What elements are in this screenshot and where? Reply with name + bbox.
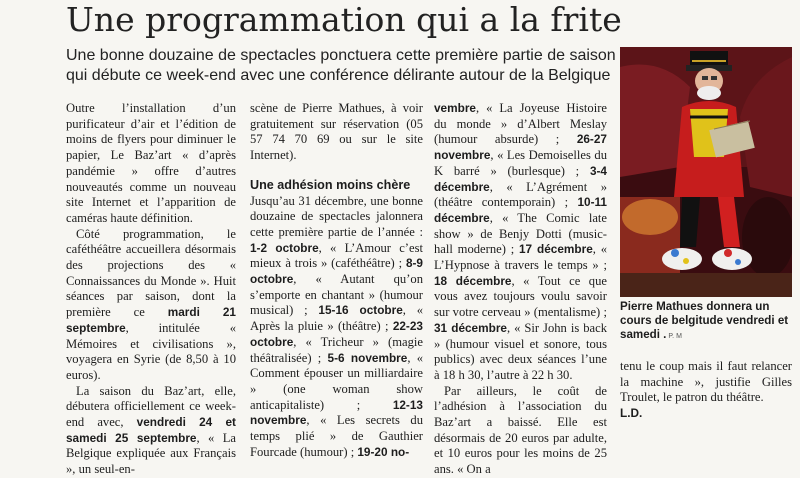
author-signature: L.D.	[620, 406, 643, 421]
photo-credit: P. M	[668, 333, 682, 340]
date-highlight: vendredi 24 et samedi 25 septembre	[66, 415, 236, 445]
paragraph: La saison du Baz’art, elle, débutera officiellement ce week-end avec, vendredi 24 et samedi 25 septembre, « La Belgique expliquée aux Français », un seul-en-	[66, 383, 236, 477]
caption-text: Pierre Mathues donnera un cours de belgitude vendredi et samedi .	[620, 300, 789, 341]
paragraph: Par ailleurs, le coût de l’adhésion à l’association du Baz’art a baissé. Elle est désormais de 20 euros par adulte, et 10 euros pour les moins de 25 ans. « On a	[434, 383, 607, 477]
deck-line-2: qui débute ce week-end avec une conférence délirante autour de la Belgique	[66, 67, 611, 84]
paragraph: scène de Pierre Mathues, à voir gratuitement sur réservation (05 57 74 70 69 ou sur le site Internet).	[250, 101, 423, 163]
photo-illustration	[620, 47, 792, 297]
article-column-2	[250, 101, 423, 460]
paragraph: Côté programmation, le caféthéâtre accueillera désormais des projections des « Connaissances du Monde ». Huit séances par saison, dont la première ce mardi 21 septembre, intitulée « Mémoires et civilisations », voyagera en Syrie (de 8,50 à 10 euros).	[66, 226, 236, 382]
date-highlight: mardi 21 septembre	[66, 305, 236, 335]
paragraph: tenu le coup mais il faut relancer la machine », justifie Gilles Troulet, le patron du théâtre.	[620, 359, 792, 405]
paragraph: Jusqu’au 31 décembre, une bonne douzaine de spectacles jalonnera cette première partie de l’année : 1-2 octobre, « L’Amour c’est mieux à trois » (caféthéâtre) ; 8-9 octobre, « Autant qu’on s’emporte en chantant » (humour musical) ; 15-16 octobre, « Après la pluie » (théâtre) ; 22-23 octobre, « Tricheur » (magie théâtralisée) ; 5-6 novembre, « Comment épouser un milliardaire » (one woman show anticapitaliste) ; 12-13 novembre, « Les secrets du temps plié » de Gauthier Fourcade (humour) ; 19-20 no-	[250, 193, 424, 459]
photo-caption	[620, 300, 792, 344]
article-column-3	[434, 101, 607, 478]
deck-line-1: Une bonne douzaine de spectacles ponctuera cette première partie de saison	[66, 47, 616, 64]
article-deck	[66, 46, 616, 86]
paragraph: vembre, « La Joyeuse Histoire du monde » d’Albert Meslay (humour absurde) ; 26-27 novembre, « Les Demoiselles du K barré » (burlesque) ; 3-4 décembre, « L’Agrément » (théâtre contemporain) ; 10-11 décembre, « The Comic late show » de Benjy Dotti (music-hall moderne) ; 17 décembre, « L’Hypnose à travers le temps » ; 18 décembre, « Tout ce que vous avez toujours voulu savoir sur votre cerveau » (mentalisme) ; 31 décembre, « Sir John is back » (humour visuel et sonore, tous publics) avec deux séances l’une à 18 h 30, l’autre à 22 h 30.	[434, 101, 608, 382]
article-column-4	[620, 359, 792, 422]
article-column-1	[66, 101, 236, 478]
article-headline: Une programmation qui a la frite	[66, 0, 622, 39]
section-subhead: Une adhésion moins chère	[250, 177, 411, 192]
paragraph: Outre l’installation d’un purificateur d’air et l’édition de moins de flyers pour diminuer le papier, Le Baz’art « d’après pandémie » offre d’autres nouveautés comme un nouveau site Internet et l’apparition de caméras haute définition.	[66, 101, 236, 225]
article-photo	[620, 47, 792, 297]
